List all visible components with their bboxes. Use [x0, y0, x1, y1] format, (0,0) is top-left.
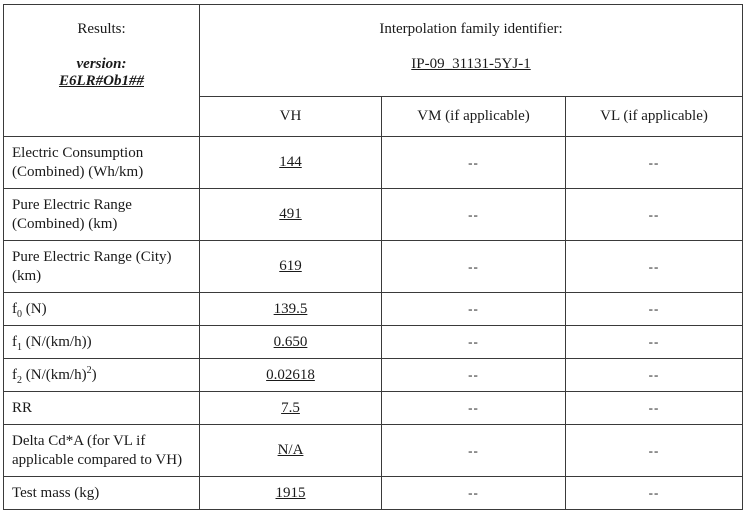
value-vm: -- [382, 189, 566, 241]
family-label: Interpolation family identifier: [379, 21, 563, 37]
value-vm: -- [382, 293, 566, 326]
row-label-sup: 2 [86, 364, 92, 376]
value-vh [200, 137, 382, 189]
row-label-line2: (Combined) (Wh/km) [12, 163, 144, 180]
value-vh-text: N/A [277, 442, 304, 458]
column-header-vh: VH [200, 97, 382, 137]
row-label-end: ) [91, 366, 97, 383]
value-vm: -- [382, 359, 566, 392]
value-vl: -- [566, 326, 743, 359]
row-label-sub: 2 [17, 374, 22, 386]
table-row [4, 326, 743, 359]
value-vh-text: 0.02618 [266, 366, 315, 383]
value-vh [200, 189, 382, 241]
value-vl: -- [566, 359, 743, 392]
value-vh-text: 144 [279, 154, 302, 170]
row-label [4, 326, 200, 359]
row-label-sub: 1 [17, 341, 22, 353]
results-version-cell [4, 5, 200, 137]
value-vh-text: 139.5 [273, 300, 308, 317]
results-table [3, 4, 743, 510]
row-label-main: f [12, 333, 17, 350]
row-label [4, 137, 200, 189]
family-id: IP-09_31131-5YJ-1 [411, 56, 531, 72]
value-vm: -- [382, 392, 566, 425]
row-label-tail: (N) [22, 300, 47, 317]
value-vh-text: 7.5 [281, 399, 300, 416]
row-label [4, 359, 200, 392]
row-label-tail: (N/(km/h)) [22, 333, 92, 350]
value-vl: -- [566, 241, 743, 293]
value-vh-text: 1915 [275, 484, 306, 501]
row-label-line1: Electric Consumption [12, 144, 144, 161]
value-vh [200, 326, 382, 359]
version-code: E6LR#Ob1## [58, 73, 144, 89]
row-label: Test mass (kg) [4, 477, 200, 510]
value-vl: -- [566, 189, 743, 241]
version-label: version: [76, 56, 127, 72]
row-label [4, 241, 200, 293]
table-row [4, 392, 743, 425]
table-row [4, 293, 743, 326]
column-header-vm: VM (if applicable) [382, 97, 566, 137]
value-vm: -- [382, 137, 566, 189]
column-header-vl: VL (if applicable) [566, 97, 743, 137]
header-row-top [4, 5, 743, 97]
row-label-line2: (km) [12, 267, 42, 284]
row-label-line2: applicable compared to VH) [12, 451, 183, 468]
family-cell [200, 5, 743, 97]
table-row [4, 359, 743, 392]
row-label [4, 189, 200, 241]
value-vh-text: 491 [279, 206, 302, 222]
value-vm: -- [382, 241, 566, 293]
row-label [4, 425, 200, 477]
value-vm: -- [382, 477, 566, 510]
value-vh-text: 0.650 [273, 333, 308, 350]
value-vh [200, 293, 382, 326]
row-label-line1: Pure Electric Range (City) [12, 248, 172, 265]
value-vh [200, 359, 382, 392]
row-label: RR [4, 392, 200, 425]
value-vl: -- [566, 425, 743, 477]
table-row [4, 241, 743, 293]
row-label [4, 293, 200, 326]
value-vm: -- [382, 425, 566, 477]
value-vh-text: 619 [279, 258, 302, 274]
value-vl: -- [566, 392, 743, 425]
value-vl: -- [566, 293, 743, 326]
row-label-sub: 0 [17, 308, 22, 320]
row-label-line2: (Combined) (km) [12, 215, 118, 232]
row-label-line1: Pure Electric Range [12, 196, 132, 213]
results-label: Results: [77, 21, 126, 37]
value-vh [200, 425, 382, 477]
table-row [4, 137, 743, 189]
value-vl: -- [566, 137, 743, 189]
row-label-tail: (N/(km/h) [22, 366, 87, 383]
table-row [4, 189, 743, 241]
table-row [4, 425, 743, 477]
row-label-main: f [12, 300, 17, 317]
row-label-main: f [12, 366, 17, 383]
value-vm: -- [382, 326, 566, 359]
value-vl: -- [566, 477, 743, 510]
value-vh [200, 241, 382, 293]
value-vh [200, 392, 382, 425]
row-label-line1: Delta Cd*A (for VL if [12, 432, 146, 449]
